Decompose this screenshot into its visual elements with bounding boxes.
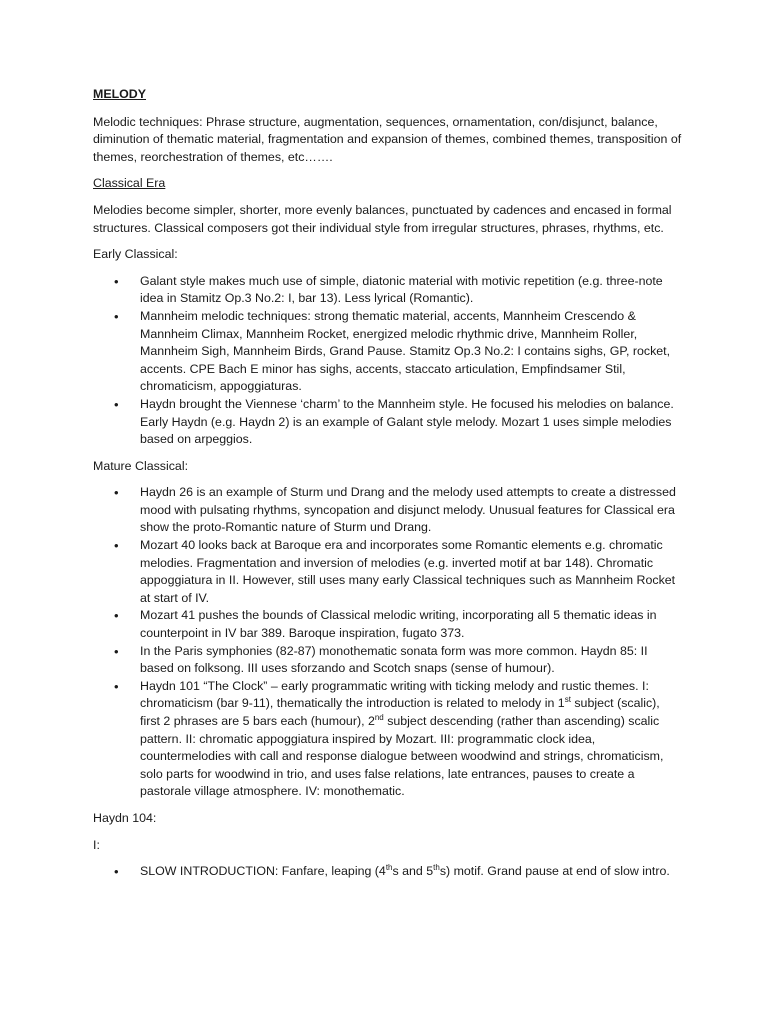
early-classical-list: [93, 273, 683, 449]
mature-classical-list: [93, 484, 683, 801]
list-item-slow-intro: [93, 863, 683, 881]
list-item: • Haydn 26 is an example of Sturm und Drang and the melody used attempts to create a distressed mood with pulsating rhythms, syncopation and disjunct melody. Unusual features for Classical era show the proto-Romantic nature of Sturm und Drang.: [93, 484, 683, 537]
clock-text-3: subject descending (rather than ascending) scalic pattern. II: chromatic appoggiatura inspired by Mozart. III: programmatic clock idea, countermelodies with call and response dialogue between woodwind and strings, chromaticism, solo parts for woodwind in trio, and uses false relations, late entrances, pauses to create a pastorale village atmosphere. IV: monothematic.: [140, 714, 664, 799]
document-title: MELODY: [93, 87, 147, 101]
haydn-104-heading: Haydn 104:: [93, 810, 157, 825]
clock-sup-2: nd: [374, 712, 384, 722]
slow-intro-sup-2: th: [433, 863, 440, 873]
slow-intro-text-3: s) motif. Grand pause at end of slow intro.: [439, 864, 670, 879]
intro-paragraph: Melodic techniques: Phrase structure, augmentation, sequences, ornamentation, con/disjunct, balance, diminution of thematic material, fragmentation and expansion of themes, combined themes, transposition of themes, reorchestration of themes, etc…….: [93, 114, 682, 164]
early-classical-heading: Early Classical:: [93, 247, 178, 262]
list-item-clock: [93, 678, 683, 801]
list-item: • Mozart 41 pushes the bounds of Classical melodic writing, incorporating all 5 thematic ideas in counterpoint in IV bar 389. Baroque inspiration, fugato 373.: [93, 607, 683, 642]
document-page: [93, 86, 683, 890]
classical-era-heading: Classical Era: [93, 176, 166, 191]
classical-era-paragraph: Melodies become simpler, shorter, more evenly balances, punctuated by cadences and encased in formal structures. Classical composers got their individual style from irregular structures, phrases, rhythms, etc.: [93, 202, 672, 235]
list-item: • In the Paris symphonies (82-87) monothematic sonata form was more common. Haydn 85: II based on folksong. III uses sforzando and Scotch snaps (sense of humour).: [93, 643, 683, 678]
slow-intro-sup-1: th: [385, 863, 393, 873]
clock-text-2: subject (scalic), first 2 phrases are 5 bars each (humour), 2: [140, 696, 660, 728]
list-item: • Mannheim melodic techniques: strong thematic material, accents, Mannheim Crescendo & Mannheim Climax, Mannheim Rocket, energized melodic rhythmic drive, Mannheim Roller, Mannheim Sigh, Mannheim Birds, Grand Pause. Stamitz Op.3 No.2: I contains sighs, GP, rocket, accents. CPE Bach E minor has sighs, accents, staccato articulation, Empfindsamer Stil, chromaticism, appoggiaturas.: [93, 308, 683, 396]
movement-one-heading: I:: [93, 837, 100, 852]
haydn-104-list: [93, 863, 683, 881]
list-item: • Haydn brought the Viennese ‘charm’ to the Mannheim style. He focused his melodies on balance. Early Haydn (e.g. Haydn 2) is an example of Galant style melody. Mozart 1 uses simple melodies based on arpeggios.: [93, 396, 683, 449]
mature-classical-heading: Mature Classical:: [93, 458, 189, 473]
list-item: • Galant style makes much use of simple, diatonic material with motivic repetition (e.g. three-note idea in Stamitz Op.3 No.2: I, bar 13). Less lyrical (Romantic).: [93, 273, 683, 308]
slow-intro-text-2: s and 5: [392, 864, 434, 879]
slow-intro-text-1: SLOW INTRODUCTION: Fanfare, leaping (4: [140, 864, 386, 879]
clock-text-1: Haydn 101 “The Clock” – early programmatic writing with ticking melody and rustic themes. I: chromaticism (bar 9-11), thematically the introduction is related to melody in 1: [140, 678, 649, 711]
clock-sup-1: st: [564, 695, 571, 705]
list-item: • Mozart 40 looks back at Baroque era and incorporates some Romantic elements e.g. chromatic melodies. Fragmentation and inversion of melodies (e.g. inverted motif at bar 148). Chromatic appoggiatura in II. However, still uses many early Classical techniques such as Mannheim Rocket at start of IV.: [93, 537, 683, 607]
